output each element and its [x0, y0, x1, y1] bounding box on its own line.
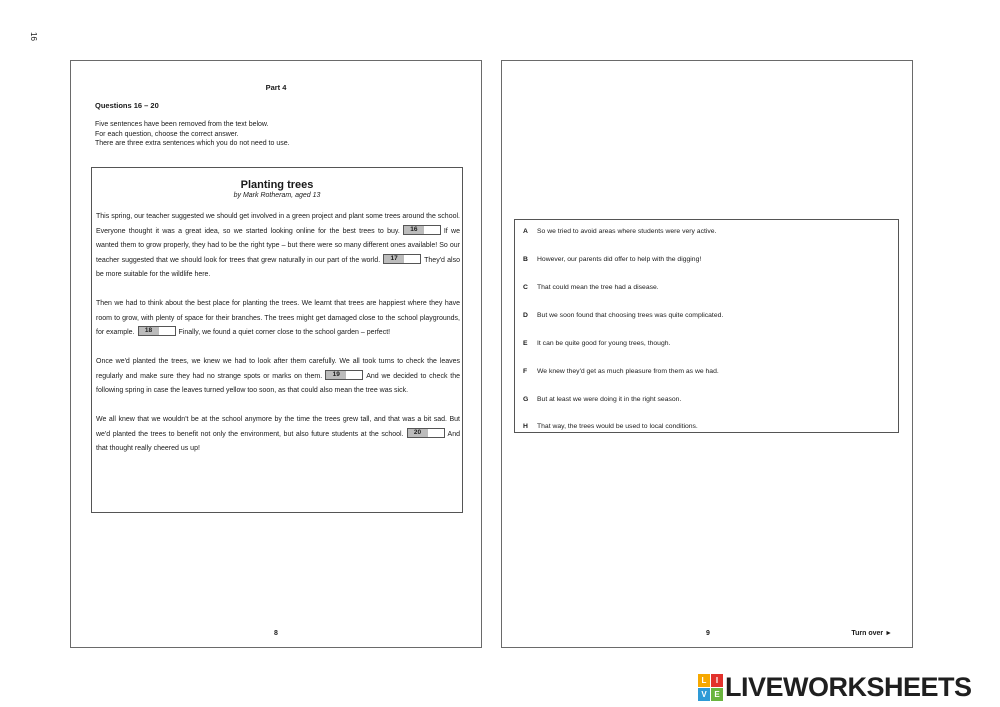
- article-body: [96, 210, 460, 471]
- option-text: That could mean the tree had a disease.: [537, 284, 659, 291]
- right-page: [501, 60, 913, 648]
- text-segment: They'd also be more suitable for the wildlife here.: [96, 256, 460, 278]
- option-letter: B: [523, 256, 528, 263]
- option-letter: H: [523, 423, 528, 430]
- logo-mark-tile: E: [711, 688, 723, 701]
- logo-mark-tile: L: [698, 674, 710, 687]
- option-a: [523, 228, 716, 235]
- left-page: [70, 60, 482, 648]
- gap-16-answer-box[interactable]: [403, 225, 441, 235]
- option-letter: A: [523, 228, 528, 235]
- gap-number: 19: [326, 371, 346, 379]
- paragraph-2: [96, 297, 460, 341]
- questions-title: Questions 16 – 20: [95, 101, 159, 110]
- logo-text: LIVEWORKSHEETS: [725, 671, 972, 702]
- option-letter: G: [523, 396, 529, 403]
- gap-20-answer-box[interactable]: [407, 428, 445, 438]
- gap-number: 16: [404, 226, 424, 234]
- option-text: But at least we were doing it in the right season.: [537, 396, 682, 403]
- text-segment: This spring, our teacher suggested we should get involved in a green project and plant some trees around the school. Everyone thought it was a great idea, so we started looking online for the best trees to buy.: [96, 213, 460, 235]
- text-segment: And we decided to check the following spring in case the leaves turned yellow too soon, as that could also mean the tree was sick.: [96, 372, 460, 394]
- option-e: [523, 340, 670, 347]
- paragraph-1: [96, 210, 460, 283]
- option-text: However, our parents did offer to help with the digging!: [537, 256, 702, 263]
- option-h: [523, 423, 698, 430]
- instruction-line: There are three extra sentences which you do not need to use.: [95, 140, 290, 147]
- options-box: [514, 219, 899, 433]
- page-number-left: 8: [274, 630, 278, 637]
- gap-number: 18: [139, 327, 159, 335]
- article-title: Planting trees: [240, 179, 314, 191]
- text-segment: Finally, we found a quiet corner close to the school garden – perfect!: [178, 329, 391, 336]
- paragraph-3: [96, 355, 460, 399]
- text-segment: And that thought really cheered us up!: [96, 430, 460, 452]
- article-byline: by Mark Rotheram, aged 13: [233, 192, 321, 199]
- option-g: [523, 396, 681, 403]
- option-f: [523, 368, 719, 375]
- logo-mark-tile: I: [711, 674, 723, 687]
- instruction-line: Five sentences have been removed from the text below.: [95, 121, 269, 128]
- option-letter: E: [523, 340, 528, 347]
- option-letter: C: [523, 284, 528, 291]
- text-segment: Once we'd planted the trees, we knew we had to look after them carefully. We all took turns to check the leaves regularly and make sure they had no strange spots or marks on them.: [96, 358, 460, 380]
- page-number-right: 9: [706, 630, 710, 637]
- instructions: [95, 120, 290, 149]
- option-text: That way, the trees would be used to local conditions.: [537, 423, 698, 430]
- option-letter: F: [523, 368, 528, 375]
- option-b: [523, 256, 701, 263]
- option-c: [523, 284, 659, 291]
- part-title: Part 4: [265, 83, 287, 92]
- liveworksheets-logo: [698, 672, 972, 702]
- text-segment: If we wanted them to grow properly, they had to be the right type – but there were so many different ones available! So our teacher suggested that we should look for trees that grew naturally in our part of the world.: [96, 227, 460, 264]
- gap-17-answer-box[interactable]: [383, 254, 421, 264]
- article-box: [91, 167, 463, 513]
- gap-19-answer-box[interactable]: [325, 370, 363, 380]
- side-page-number: 16: [29, 32, 38, 41]
- option-d: [523, 312, 723, 319]
- logo-mark: [698, 674, 722, 700]
- text-segment: We all knew that we wouldn't be at the school anymore by the time the trees grew tall, and that was a bit sad. But we'd planted the trees to benefit not only the environment, but also future students at the school.: [96, 416, 460, 438]
- text-segment: Then we had to think about the best place for planting the trees. We learnt that trees are happiest where they have room to grow, with plenty of space for their branches. The trees might get damaged close to the school playgrounds, for example.: [96, 300, 460, 336]
- gap-18-answer-box[interactable]: [138, 326, 176, 336]
- gap-number: 20: [408, 429, 428, 437]
- option-text: So we tried to avoid areas where students were very active.: [537, 228, 717, 235]
- option-letter: D: [523, 312, 528, 319]
- option-text: We knew they'd get as much pleasure from them as we had.: [537, 368, 719, 375]
- option-text: But we soon found that choosing trees was quite complicated.: [537, 312, 724, 319]
- paragraph-4: [96, 413, 460, 457]
- gap-number: 17: [384, 255, 404, 263]
- turn-over-label: Turn over ►: [851, 630, 892, 637]
- instruction-line: For each question, choose the correct answer.: [95, 130, 239, 138]
- logo-mark-tile: V: [698, 688, 710, 701]
- option-text: It can be quite good for young trees, though.: [537, 340, 671, 347]
